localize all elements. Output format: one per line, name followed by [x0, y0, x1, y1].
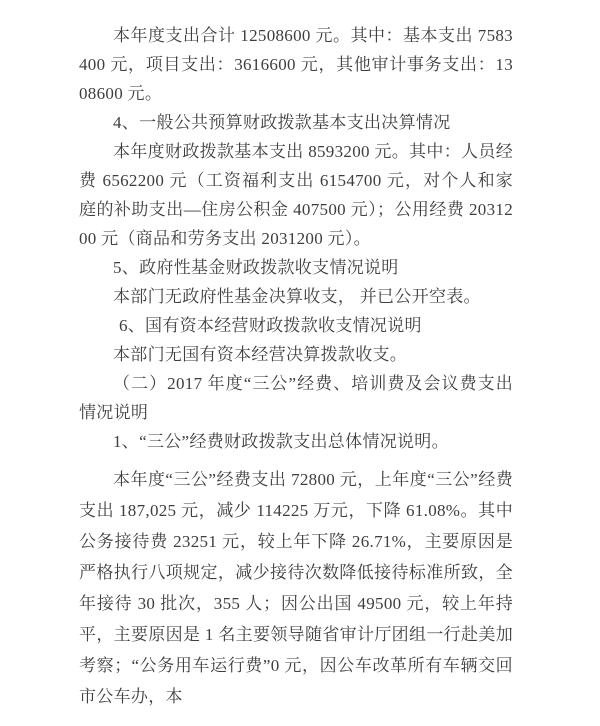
heading-1-three-public-overview: 1、“三公”经费财政拨款支出总体情况说明。	[113, 432, 449, 451]
heading-6-state-capital: 6、国有资本经营财政拨款收支情况说明	[118, 316, 422, 335]
paragraph-fiscal-basic-expenditure-detail: 本年度财政拨款基本支出 8593200 元。其中：人员经费 6562200 元（工资福利支出 6154700 元，对个人和家庭的补助支出—住房公积金 407500 元）；公用经费 2031200 元（商品和劳务支出 2031200 元）。	[79, 142, 513, 248]
heading-4-general-budget-basic-expenditure: 4、一般公共预算财政拨款基本支出决算情况	[113, 113, 451, 132]
paragraph-no-state-capital: 本部门无国有资本经营决算拨款收支。	[113, 345, 408, 364]
paragraph-three-public-detail: 本年度“三公”经费支出 72800 元，上年度“三公”经费支出 187,025 元，减少 114225 万元，下降 61.08%。其中公务接待费 23251 元，较上年下降 26.71%，主要原因是严格执行八项规定，减少接待次数降低接待标准所致，全年接待 30 批次，355 人；因公出国 49500 元，较上年持平，主要原因是 1 名主要领导随省审计厅团组一行赴美加考察；“公务用车运行费”0 元，因公车改革所有车辆交回市公车办，本	[79, 470, 513, 706]
paragraph-annual-expenditure-total: 本年度支出合计 12508600 元。其中：基本支出 7583400 元，项目支出：3616600 元，其他审计事务支出：1308600 元。	[79, 26, 513, 103]
paragraph-no-government-fund: 本部门无政府性基金决算收支， 并已公开空表。	[113, 287, 481, 306]
heading-section-2-three-public-funds: （二）2017 年度“三公”经费、培训费及会议费支出情况说明	[79, 374, 513, 422]
heading-5-government-fund: 5、政府性基金财政拨款收支情况说明	[113, 258, 399, 277]
